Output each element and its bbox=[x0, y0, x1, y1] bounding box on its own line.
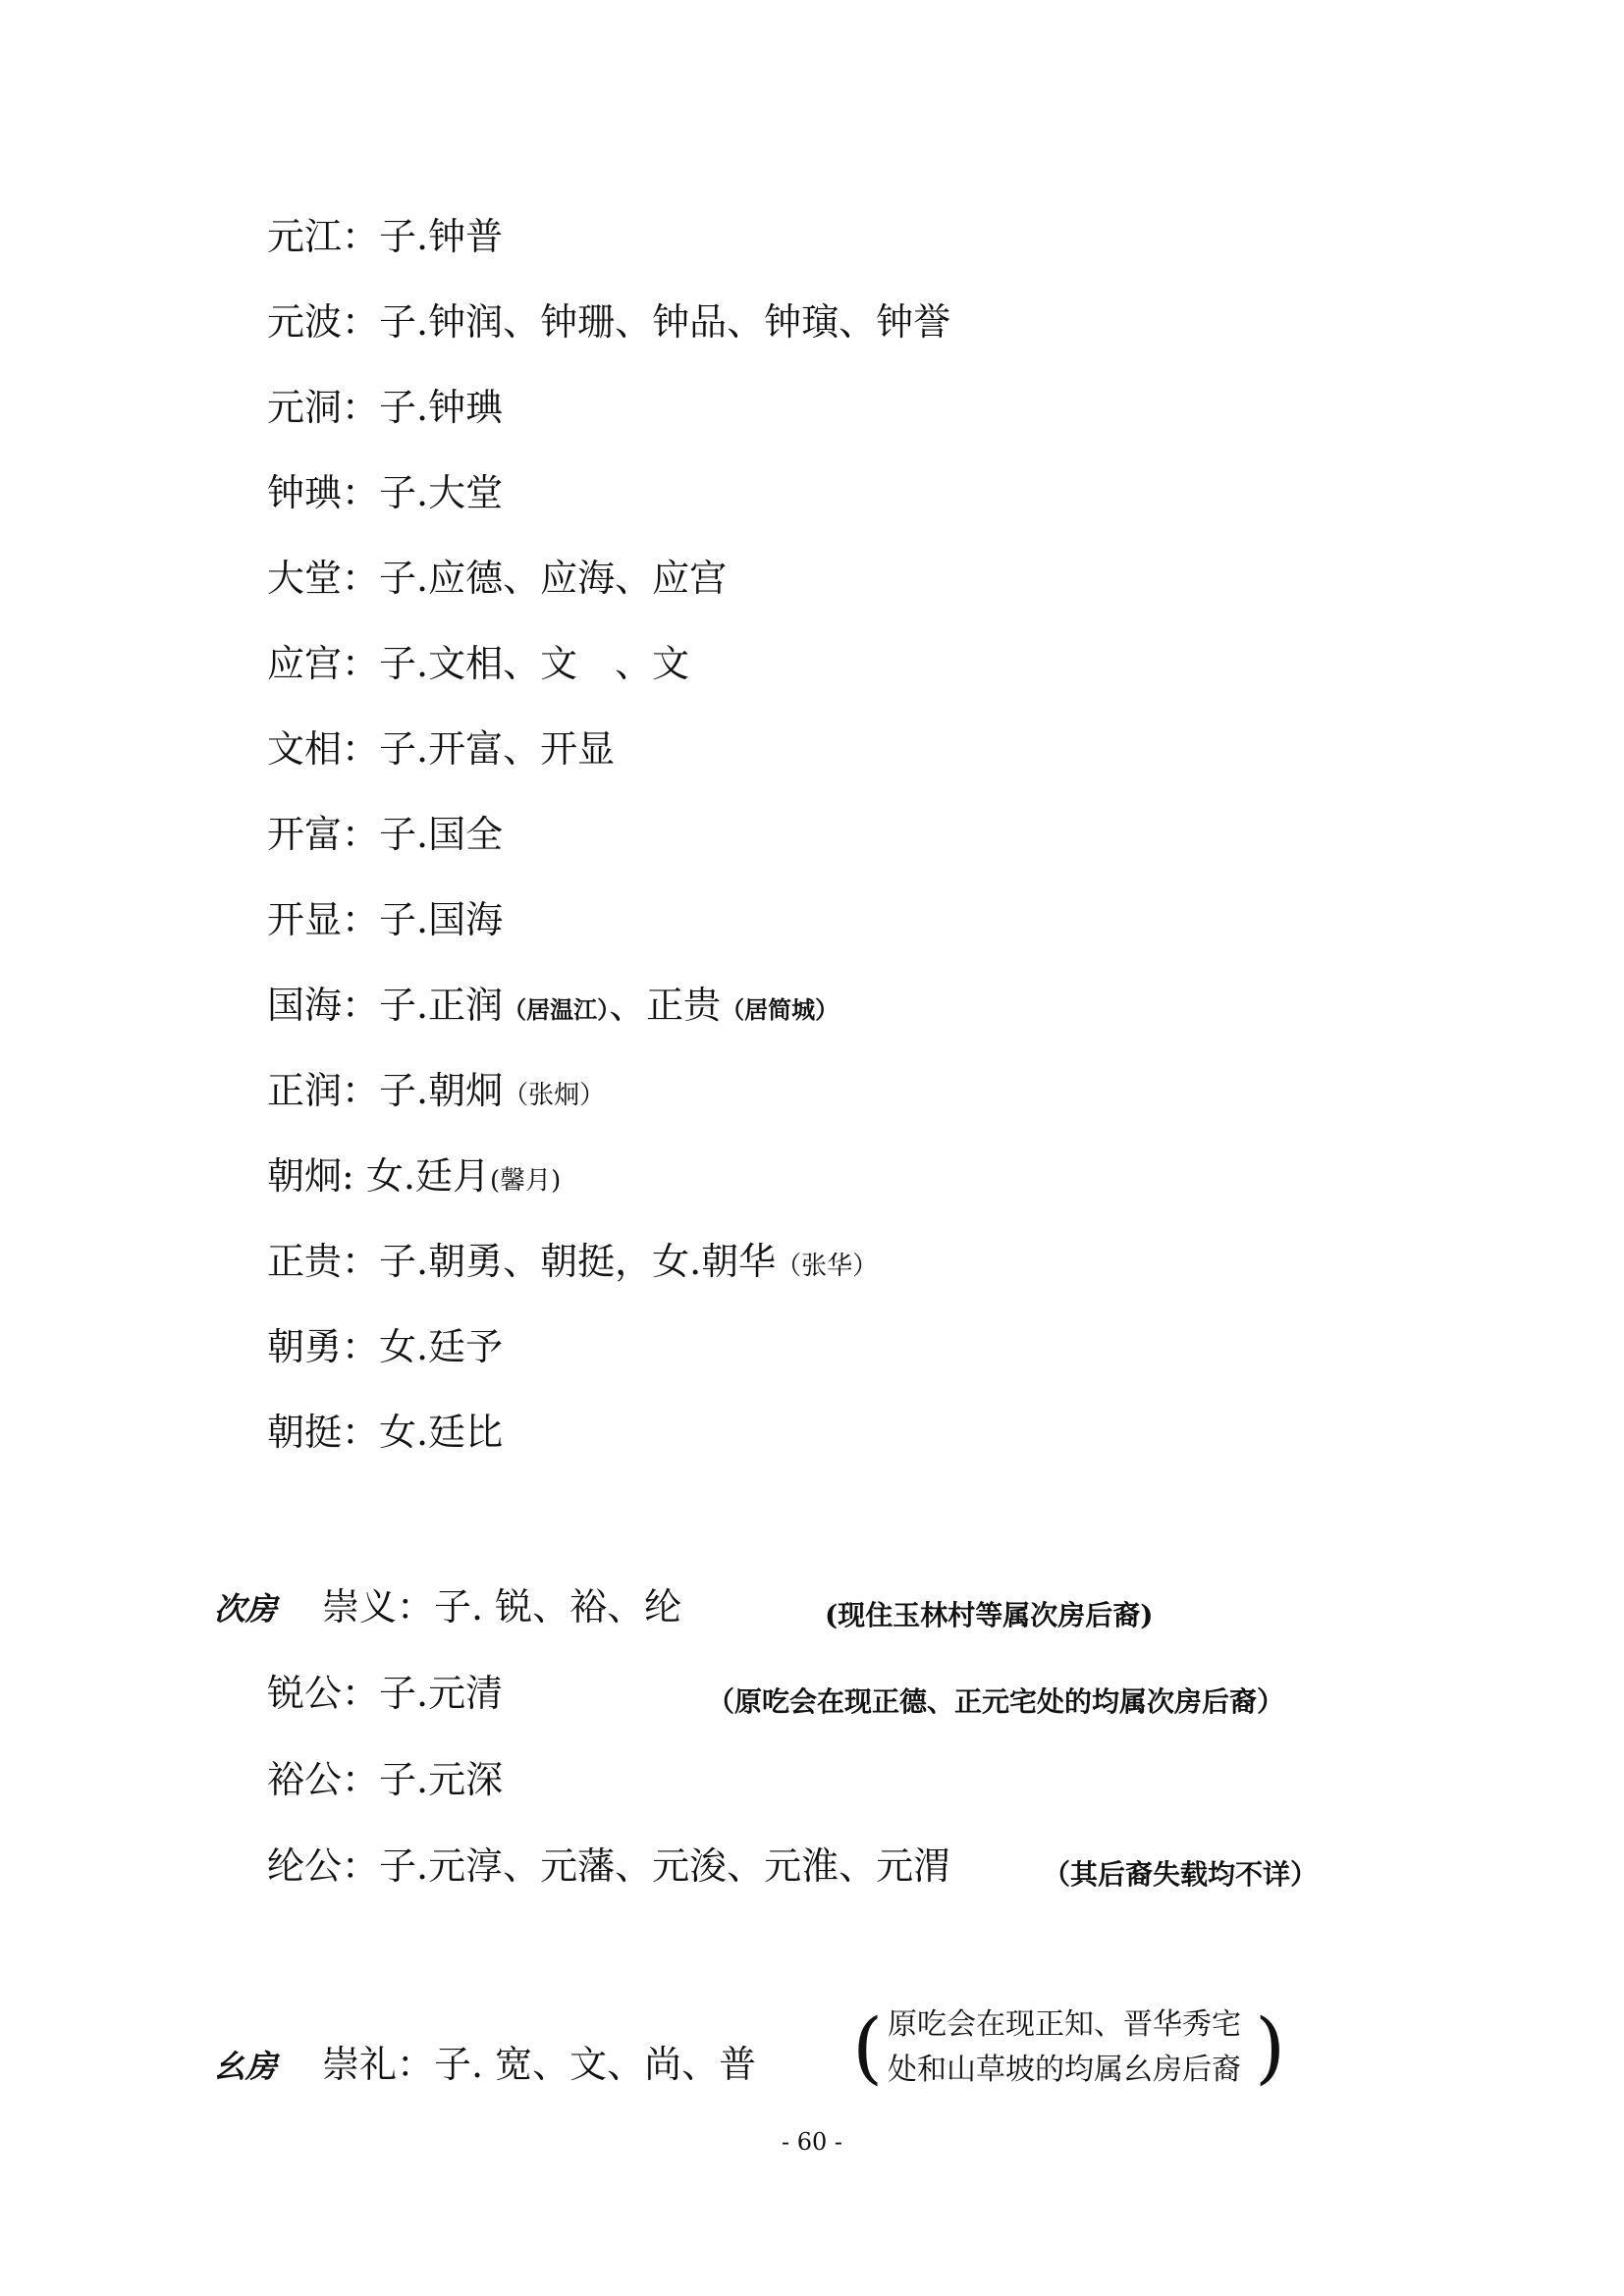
youngest-branch-head: 幺房 崇礼：子. 宽、文、尚、普 bbox=[214, 2040, 756, 2091]
open-bracket: ( bbox=[852, 2002, 884, 2093]
page-number: - 60 - bbox=[781, 2128, 842, 2156]
genealogy-line: 正贵：子.朝勇、朝挺，女.朝华（张华） bbox=[267, 1240, 879, 1283]
genealogy-line: 元洞：子.钟琠 bbox=[267, 386, 504, 429]
genealogy-line: 正润：子.朝炯（张炯） bbox=[267, 1069, 606, 1112]
branch-note: (现住玉林村等属次房后裔) bbox=[825, 1599, 1154, 1631]
bracket-note-text: 原吃会在现正知、晋华秀宅 处和山草坡的均属幺房后裔 bbox=[888, 2007, 1241, 2087]
branch-label: 次房 bbox=[214, 1590, 278, 1628]
genealogy-line: 裕公：子.元深 bbox=[267, 1758, 504, 1801]
genealogy-line: 文相：子.开富、开显 bbox=[267, 727, 616, 771]
alias-note: （张炯） bbox=[503, 1081, 606, 1110]
genealogy-line: 纶公：子.元淳、元藩、元浚、元淮、元渭 bbox=[267, 1844, 951, 1888]
genealogy-line: 朝炯: 女.廷月(馨月) bbox=[267, 1154, 562, 1198]
close-bracket: ) bbox=[1255, 2002, 1286, 2093]
residence-note: （居简城） bbox=[721, 995, 839, 1024]
genealogy-line: 元江：子.钟普 bbox=[267, 215, 504, 258]
genealogy-line: 开显：子.国海 bbox=[267, 898, 504, 941]
genealogy-line: 大堂：子.应德、应海、应宫 bbox=[267, 557, 728, 600]
second-branch-head: 次房 崇义：子. 锐、裕、纶 bbox=[214, 1582, 681, 1633]
genealogy-line: 国海：子.正润（居温江）、正贵（居简城） bbox=[267, 984, 839, 1027]
genealogy-line: 开富：子.国全 bbox=[267, 813, 504, 856]
genealogy-line: 钟琠：子.大堂 bbox=[267, 471, 504, 514]
alias-note: （张华） bbox=[776, 1252, 879, 1281]
genealogy-line: 锐公：子.元清 bbox=[267, 1672, 504, 1715]
genealogy-line: 应宫：子.文相、文 、文 bbox=[267, 642, 690, 685]
branch-note: （其后裔失载均不详） bbox=[1043, 1858, 1319, 1891]
residence-note: （居温江） bbox=[503, 995, 610, 1024]
branch-label: 幺房 bbox=[214, 2048, 278, 2085]
genealogy-line: 元波：子.钟润、钟珊、钟品、钟璌、钟誉 bbox=[267, 300, 951, 344]
genealogy-line: 朝勇：女.廷予 bbox=[267, 1325, 504, 1368]
alias-note: (馨月) bbox=[489, 1166, 562, 1196]
branch-note: （原吃会在现正德、正元宅处的均属次房后裔） bbox=[707, 1685, 1285, 1718]
genealogy-line: 朝挺：女.廷比 bbox=[267, 1411, 504, 1454]
